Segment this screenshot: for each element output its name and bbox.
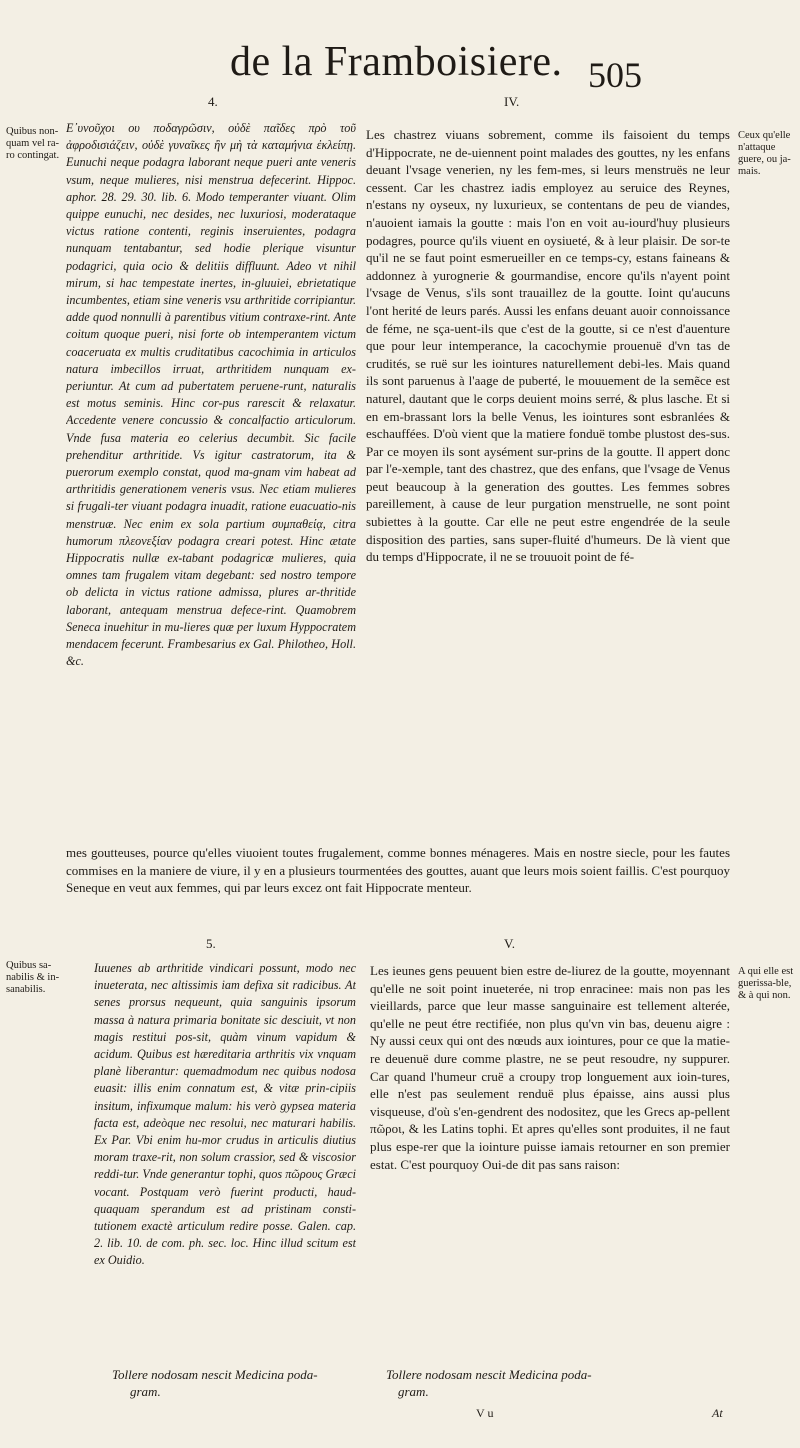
running-title: de la Framboisiere. [230,39,563,85]
section-5-latin-number: 5. [206,936,216,951]
french-verse-line-2: gram. [398,1384,429,1399]
french-text-5: Les ieunes gens peuuent bien estre de-liurez de la goutte, moyennant qu'elle ne soit point inueterée, ni trop enracinee: mais non pas les vieillards, parce que leur masse sanguinaire est tellement alterée, qu'elle ne peut étre rectifiée, non plus qu'vn vin bas, deuenu aigre : Ny aussi ceux qui ont des nœuds aux iointures, pour ce que la matie-re deuenuë dure comme plastre, ne se peut resoudre, ny suppurer. Car quand l'humeur cruë a croupy trop longuement aux ioin-tures, elle n'est pas seulement renduë plus épaisse, ains aussi plus visqueuse, d'où s'en-gendrent des nodositez, que les Grecs ap-pellent πῶροι, & les Latins tophi. Et apres qu'elles sont produites, il ne faut plus espe-rer que la iointure puisse iamais retourner en son premier estat. C'est pourquoy Oui-de dit pas sans raison: [370,963,730,1172]
margin-note-right-4: Ceux qu'elle n'attaque guere, ou ja-mais. [738,130,791,177]
latin-verse [112,1366,356,1400]
french-text-4: Les chastrez viuans sobrement, comme ils faisoient du temps d'Hippocrate, ne de-uiennent point malades des gouttes, ny les enfans deuant l'vsage venerien, ny les fem-mes, si leurs menstruës ne leur cessent. Car les chastrez iadis employez au seruice des Reynes, n'estans ny oyseux, ny luxurieux, se contentans de peu de viandes, n'auoient iamais la goutte : mais l'on en voit au-iourd'huy plusieurs podagres, pource qu'ils viuent en oysiueté, & à leur plaisir. De sor-te qu'il ne se faut point esmerueiller en ce temps-cy, estans faineans & addonnez à yurognerie & gourmandise, encore qu'ils n'ayent point l'vsage de Venus, s'ils sont trauaillez de la goutte. Ioint qu'aucuns l'ont herité de leurs parés. Aussi les enfans deuant auoir connoissance de féme, ne sça-uent-ils que c'est de la goutte, si ce n'est d'auenture que pour leur intemperance, la cacochymie prouenuë d'vn tas de crudités, se ruë sur les iointures naturellement debi-les. Mais quand ils sont paruenus à l'aage de puberté, le mouuement de la semẽce est naturel, dautant que le corps deuient moins serré, & plus lasche. Et si en em-brassant lors la belle Venus, les iointures sont esbranlées & eschauffées. D'où vient que la matiere fonduë tombe plustost des-sus. Par ce moyen ils sont aysément sur-prins de la goutte. Il appert donc par l'e-xemple, tant des chastrez, que des enfans, que l'vsage de Venus peut beaucoup à la generation des gouttes. Les femmes sobres pareillement, à cause de leur purgation menstruelle, ne sont point subiettes à la goutte. Car elle ne peut estre engendrée de la seule disposition des parties, sans super-fluité d'humeurs. De là vient que du temps d'Hippocrate, il ne se trouuoit point de fé- [366,127,730,565]
french-text-4-continued: mes goutteuses, pource qu'elles viuoient toutes frugalement, comme bonnes ménageres. Mais en nostre siecle, pour les fautes commises en la maniere de viure, il y en a plusieurs tourmentées des gouttes, auant que leurs mois soient faillis. C'est pourquoy Seneque en veut aux femmes, qui par leurs excez ont fait Hippocrate menteur. [66,845,730,896]
latin-text-5: Iuuenes ab arthritide vindicari possunt, modo nec inueterata, nec altissimis iam defixa sit radicibus. At senes prorsus nequeunt, quia sanguinis ipsorum massa à natura primaria bonitate sic desciuit, vt non magis restitui pos-sit, quàm vinum vapidum & acidum. Quibus est hæreditaria arthritis vix vnquam planè liberantur: quemadmodum nec quibus nodosa euasit: illis enim connatum est, & vitæ prin-cipiis insitum, infixumque malum: his verò gypsea materia facta est, adeòque nec resolui, nec maturari habilis. Ex Par. Vbi enim hu-mor crudus in articulis diutius moram traxe-rit, non solum crassior, sed & viscosior reddi-tur. Vnde generantur tophi, quos πῶρους Græci vocant. Postquam verò fuerint producti, haud-quaquam sperandum est ad pristinam consti-tutionem exactè articulum redire posse. Galen. cap. 2. lib. 10. de com. ph. sec. loc. Hinc illud scitum est ex Ouidio. [94,961,356,1268]
page-number: 505 [588,55,642,95]
french-verse-line-1: Tollere nodosam nescit Medicina poda- [386,1367,592,1382]
section-4-latin-number: 4. [208,94,218,109]
latin-verse-line-2: gram. [130,1384,161,1399]
latin-verse-line-1: Tollere nodosam nescit Medicina poda- [112,1367,318,1382]
margin-note-right-5: A qui elle est guerissa-ble, & à qui non. [738,966,794,1001]
latin-text-4: Ε᾽υνοῦχοι ου ποδαγρῶσιν, οὐδὲ παῖδες πρὸ τοῦ ἀφροδισιάζειν, οὐδὲ γυναῖκες ἢν μὴ τὰ καταμήνια ἐκλείπῃ. Eunuchi neque podagra laborant neque pueri ante veneris vsum, neque mulieres, nisi menstrua defecerint. Hippoc. aphor. 28. 29. 30. lib. 6. Modo temperanter viuant. Olim quippe eunuchi, nec desides, nec luxuriosi, moderataque victus ratione contenti, reginis inseruientes, podagra nunquam tentabantur, sed hodie plerique visuntur podagrici, quia ocio & delitiis diffluunt. Adeo vt nihil mirum, si hac tempestate inertes, in-gluuiei, ebrietatique incumbentes, etiam sine veneris vsu arthritide corripiantur. adde quod nonnulli à parentibus vitium contraxe-rint. Ante coitum quoque pueri, nisi forte ob intemperantem victum coaceruata ex multis cruditatibus cacochimia in articulos natura imbecillos irruat, arthritidem nunquam ex-periuntur. At cum ad pubertatem peruene-runt, naturalis est motus seminis. Hinc cor-pus rarescit & relaxatur. Accedente venere concussio & concalfactio articulorum. Vnde fusa materia eo celerius decumbit. Sic facile prehenditur arthritide. Vs igitur castratorum, ita & puerorum exemplo constat, quod ma-gnam vim habeat ad arthritidis generationem veneris vsus. Nec etiam mulieres si frugali-ter viuant podagra inuadit, ratione euacuatio-nis menstruæ. Nec enim ex sola partium συμπαθείᾳ, citra humorum πλεονεξίαν podagra creari potest. Hinc ætate Hippocratis nullæ ex-tabant podagricæ mulieres, quia omnes tam frugalem vitam degebant: sed nostro tempore ob delicta in victus ratione admissa, plures ar-thritide laborant, antequam menstrua defece-rint. Quamobrem Seneca inuehitur in mu-lieres quæ per luxum Hyppocratem mendacem fecerunt. Frambesarius ex Gal. Philotheo, Holl. &c. [66,121,356,669]
catchword: At [712,1406,723,1420]
margin-note-left-4: Quibus non-quam vel ra-ro contingat. [6,126,60,161]
signature-mark: V u [476,1406,494,1420]
section-4-french-number: IV. [504,94,520,109]
section-5-french-number: V. [504,936,515,951]
margin-note-left-5: Quibus sa-nabilis & in-sanabilis. [6,960,60,995]
french-verse [386,1366,730,1400]
page-header [0,20,800,95]
